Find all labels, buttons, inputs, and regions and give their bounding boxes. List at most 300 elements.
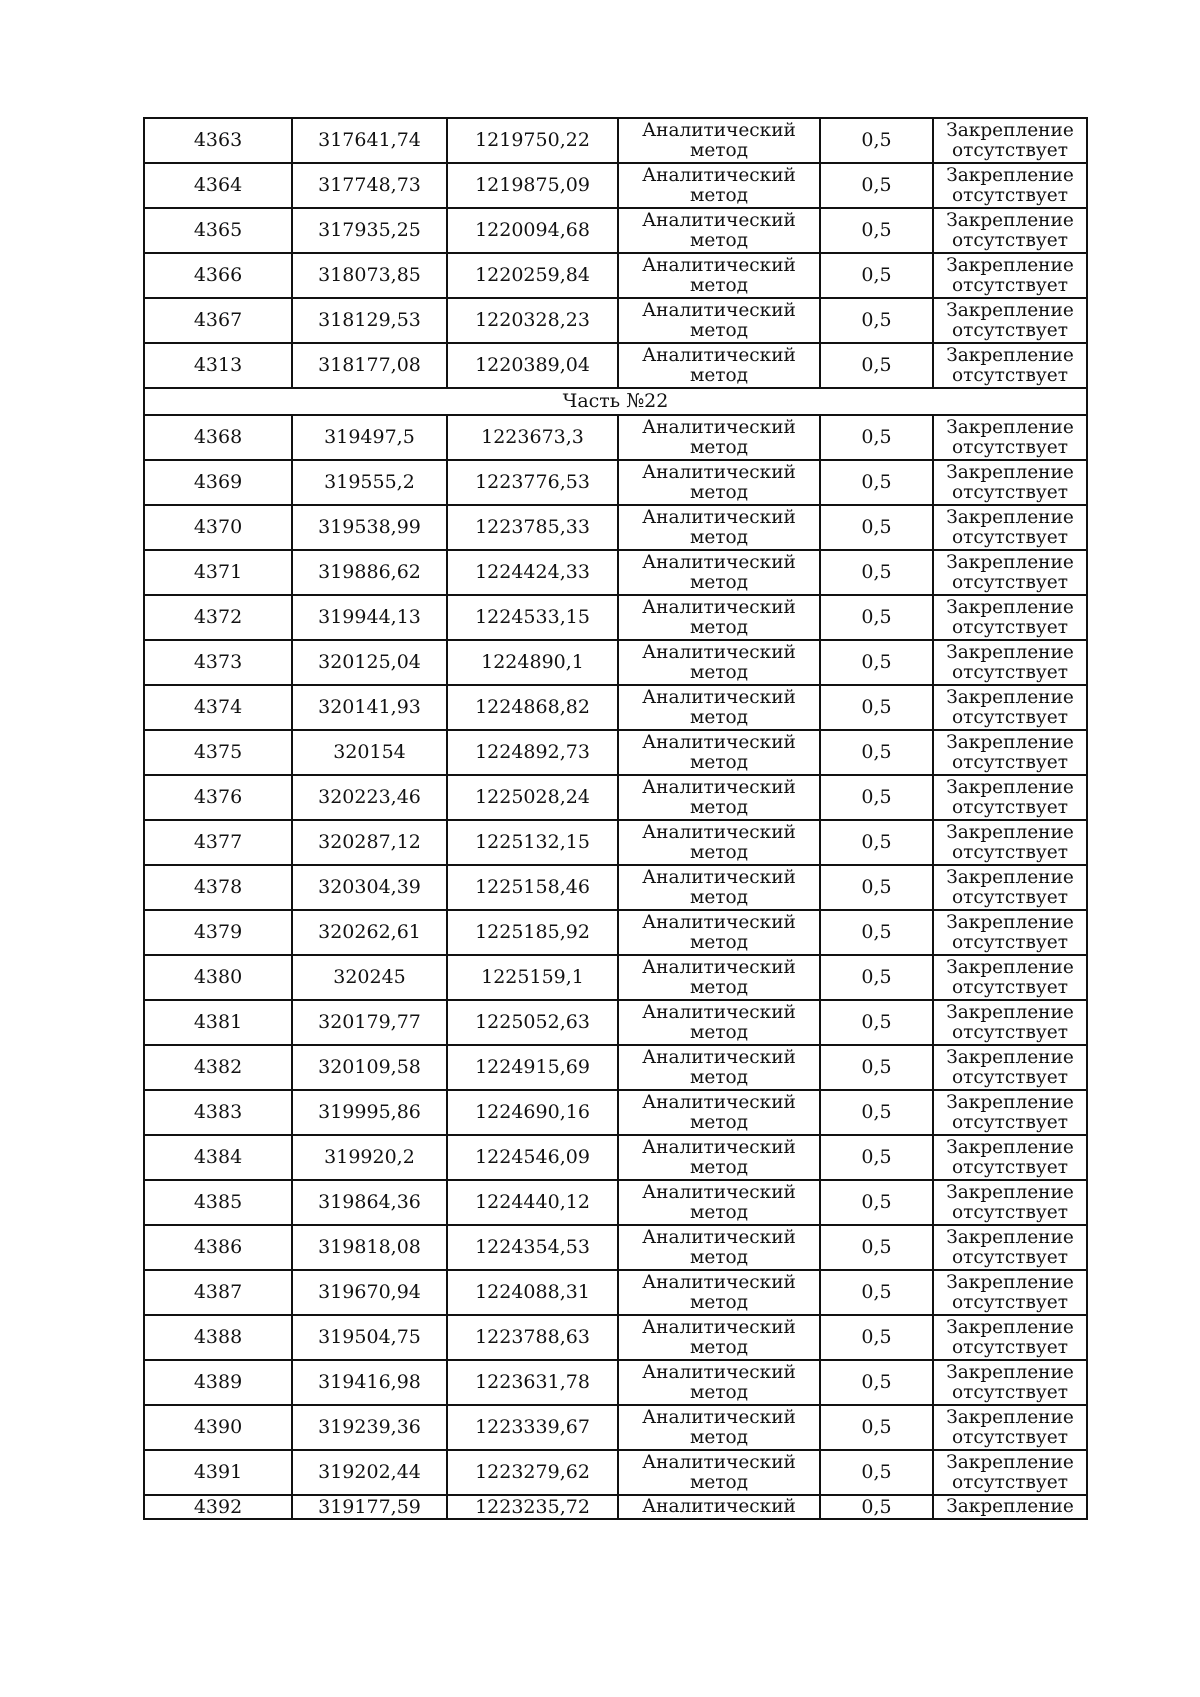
fixing-cell-line: отсутствует bbox=[952, 526, 1068, 548]
table-row bbox=[144, 118, 1087, 163]
y-coordinate-cell: 1224868,82 bbox=[447, 685, 618, 730]
method-cell bbox=[618, 1405, 820, 1450]
fixing-cell bbox=[933, 253, 1087, 298]
fixing-cell-line: Закрепление bbox=[946, 461, 1074, 483]
x-coordinate-cell: 320262,61 bbox=[292, 910, 447, 955]
method-cell-line: метод bbox=[689, 661, 749, 683]
x-coordinate-cell: 317748,73 bbox=[292, 163, 447, 208]
fixing-cell bbox=[933, 343, 1087, 388]
method-cell bbox=[618, 1045, 820, 1090]
fixing-cell-line: отсутствует bbox=[952, 661, 1068, 683]
fixing-cell bbox=[933, 865, 1087, 910]
method-cell bbox=[618, 595, 820, 640]
table-row bbox=[144, 550, 1087, 595]
method-cell-line: Аналитический bbox=[642, 1496, 796, 1517]
fixing-cell-line: Закрепление bbox=[946, 1316, 1074, 1338]
method-cell-line: Аналитический bbox=[642, 164, 796, 186]
method-cell bbox=[618, 955, 820, 1000]
point-number-cell: 4366 bbox=[144, 253, 292, 298]
fixing-cell bbox=[933, 118, 1087, 163]
precision-cell: 0,5 bbox=[820, 550, 933, 595]
method-cell-line: метод bbox=[689, 706, 749, 728]
y-coordinate-cell: 1225159,1 bbox=[447, 955, 618, 1000]
y-coordinate-cell: 1224440,12 bbox=[447, 1180, 618, 1225]
fixing-cell-line: Закрепление bbox=[946, 254, 1074, 276]
fixing-cell bbox=[933, 640, 1087, 685]
fixing-cell-line: отсутствует bbox=[952, 706, 1068, 728]
y-coordinate-cell: 1225185,92 bbox=[447, 910, 618, 955]
precision-cell: 0,5 bbox=[820, 820, 933, 865]
method-cell bbox=[618, 118, 820, 163]
x-coordinate-cell: 319818,08 bbox=[292, 1225, 447, 1270]
x-coordinate-cell: 319944,13 bbox=[292, 595, 447, 640]
method-cell-line: метод bbox=[689, 1426, 749, 1448]
fixing-cell-line: Закрепление bbox=[946, 164, 1074, 186]
point-number-cell: 4368 bbox=[144, 415, 292, 460]
fixing-cell-line: Закрепление bbox=[946, 1226, 1074, 1248]
method-cell-line: Аналитический bbox=[642, 1451, 796, 1473]
y-coordinate-cell: 1219750,22 bbox=[447, 118, 618, 163]
fixing-cell-line: Закрепление bbox=[946, 1406, 1074, 1428]
y-coordinate-cell: 1223339,67 bbox=[447, 1405, 618, 1450]
table-row bbox=[144, 1495, 1087, 1519]
point-number-cell: 4369 bbox=[144, 460, 292, 505]
precision-cell: 0,5 bbox=[820, 1000, 933, 1045]
table-row bbox=[144, 253, 1087, 298]
fixing-cell bbox=[933, 1135, 1087, 1180]
fixing-cell-line: отсутствует bbox=[952, 886, 1068, 908]
fixing-cell bbox=[933, 820, 1087, 865]
method-cell-line: метод bbox=[689, 1201, 749, 1223]
table-row bbox=[144, 1225, 1087, 1270]
x-coordinate-cell: 319886,62 bbox=[292, 550, 447, 595]
point-number-cell: 4367 bbox=[144, 298, 292, 343]
table-row bbox=[144, 298, 1087, 343]
x-coordinate-cell: 319504,75 bbox=[292, 1315, 447, 1360]
method-cell-line: метод bbox=[689, 796, 749, 818]
fixing-cell-line: отсутствует bbox=[952, 1021, 1068, 1043]
precision-cell: 0,5 bbox=[820, 298, 933, 343]
fixing-cell-line: отсутствует bbox=[952, 571, 1068, 593]
method-cell-line: метод bbox=[689, 931, 749, 953]
method-cell bbox=[618, 1315, 820, 1360]
method-cell bbox=[618, 1450, 820, 1495]
y-coordinate-cell: 1223279,62 bbox=[447, 1450, 618, 1495]
coordinates-table bbox=[143, 117, 1088, 1520]
fixing-cell bbox=[933, 595, 1087, 640]
fixing-cell-line: отсутствует bbox=[952, 229, 1068, 251]
method-cell-line: метод bbox=[689, 1066, 749, 1088]
fixing-cell bbox=[933, 775, 1087, 820]
y-coordinate-cell: 1223673,3 bbox=[447, 415, 618, 460]
x-coordinate-cell: 317641,74 bbox=[292, 118, 447, 163]
point-number-cell: 4364 bbox=[144, 163, 292, 208]
precision-cell: 0,5 bbox=[820, 1360, 933, 1405]
y-coordinate-cell: 1223788,63 bbox=[447, 1315, 618, 1360]
fixing-cell bbox=[933, 1180, 1087, 1225]
point-number-cell: 4374 bbox=[144, 685, 292, 730]
table-row bbox=[144, 865, 1087, 910]
y-coordinate-cell: 1220389,04 bbox=[447, 343, 618, 388]
y-coordinate-cell: 1223785,33 bbox=[447, 505, 618, 550]
fixing-cell bbox=[933, 1495, 1087, 1519]
fixing-cell-line: Закрепление bbox=[946, 299, 1074, 321]
coordinates-table-body bbox=[144, 118, 1087, 1519]
x-coordinate-cell: 318073,85 bbox=[292, 253, 447, 298]
fixing-cell-line: Закрепление bbox=[946, 416, 1074, 438]
method-cell-line: метод bbox=[689, 1336, 749, 1358]
fixing-cell-line: Закрепление bbox=[946, 911, 1074, 933]
fixing-cell bbox=[933, 415, 1087, 460]
fixing-cell-line: отсутствует bbox=[952, 139, 1068, 161]
fixing-cell-line: Закрепление bbox=[946, 731, 1074, 753]
x-coordinate-cell: 320223,46 bbox=[292, 775, 447, 820]
method-cell-line: метод bbox=[689, 481, 749, 503]
fixing-cell-line: Закрепление bbox=[946, 344, 1074, 366]
y-coordinate-cell: 1220259,84 bbox=[447, 253, 618, 298]
method-cell-line: Аналитический bbox=[642, 1136, 796, 1158]
y-coordinate-cell: 1224890,1 bbox=[447, 640, 618, 685]
table-row bbox=[144, 1045, 1087, 1090]
point-number-cell: 4371 bbox=[144, 550, 292, 595]
fixing-cell-line: Закрепление bbox=[946, 1361, 1074, 1383]
method-cell-line: метод bbox=[689, 571, 749, 593]
method-cell bbox=[618, 1270, 820, 1315]
table-row bbox=[144, 1270, 1087, 1315]
x-coordinate-cell: 320287,12 bbox=[292, 820, 447, 865]
section-header: Часть №22 bbox=[144, 388, 1087, 415]
fixing-cell bbox=[933, 208, 1087, 253]
y-coordinate-cell: 1225158,46 bbox=[447, 865, 618, 910]
method-cell-line: метод bbox=[689, 616, 749, 638]
fixing-cell-line: отсутствует bbox=[952, 436, 1068, 458]
precision-cell: 0,5 bbox=[820, 1315, 933, 1360]
table-row bbox=[144, 595, 1087, 640]
method-cell-line: метод bbox=[689, 184, 749, 206]
precision-cell: 0,5 bbox=[820, 910, 933, 955]
fixing-cell-line: отсутствует bbox=[952, 1201, 1068, 1223]
y-coordinate-cell: 1219875,09 bbox=[447, 163, 618, 208]
method-cell bbox=[618, 253, 820, 298]
x-coordinate-cell: 319202,44 bbox=[292, 1450, 447, 1495]
y-coordinate-cell: 1223776,53 bbox=[447, 460, 618, 505]
y-coordinate-cell: 1224354,53 bbox=[447, 1225, 618, 1270]
y-coordinate-cell: 1224088,31 bbox=[447, 1270, 618, 1315]
x-coordinate-cell: 319497,5 bbox=[292, 415, 447, 460]
fixing-cell-line: отсутствует bbox=[952, 481, 1068, 503]
x-coordinate-cell: 319538,99 bbox=[292, 505, 447, 550]
table-row bbox=[144, 775, 1087, 820]
y-coordinate-cell: 1220328,23 bbox=[447, 298, 618, 343]
fixing-cell-line: Закрепление bbox=[946, 119, 1074, 141]
fixing-cell bbox=[933, 298, 1087, 343]
fixing-cell-line: отсутствует bbox=[952, 319, 1068, 341]
point-number-cell: 4372 bbox=[144, 595, 292, 640]
method-cell-line: Аналитический bbox=[642, 209, 796, 231]
y-coordinate-cell: 1225052,63 bbox=[447, 1000, 618, 1045]
point-number-cell: 4384 bbox=[144, 1135, 292, 1180]
point-number-cell: 4386 bbox=[144, 1225, 292, 1270]
method-cell-line: метод bbox=[689, 1156, 749, 1178]
point-number-cell: 4313 bbox=[144, 343, 292, 388]
method-cell bbox=[618, 910, 820, 955]
precision-cell: 0,5 bbox=[820, 1270, 933, 1315]
method-cell-line: метод bbox=[689, 1291, 749, 1313]
method-cell bbox=[618, 1090, 820, 1135]
fixing-cell-line: отсутствует bbox=[952, 1246, 1068, 1268]
x-coordinate-cell: 319239,36 bbox=[292, 1405, 447, 1450]
precision-cell: 0,5 bbox=[820, 865, 933, 910]
table-row bbox=[144, 1135, 1087, 1180]
y-coordinate-cell: 1224546,09 bbox=[447, 1135, 618, 1180]
point-number-cell: 4381 bbox=[144, 1000, 292, 1045]
method-cell bbox=[618, 1225, 820, 1270]
method-cell-line: Аналитический bbox=[642, 1316, 796, 1338]
point-number-cell: 4379 bbox=[144, 910, 292, 955]
method-cell-line: Аналитический bbox=[642, 506, 796, 528]
method-cell-line: метод bbox=[689, 1246, 749, 1268]
fixing-cell-line: отсутствует bbox=[952, 1426, 1068, 1448]
point-number-cell: 4375 bbox=[144, 730, 292, 775]
fixing-cell-line: Закрепление bbox=[946, 866, 1074, 888]
point-number-cell: 4390 bbox=[144, 1405, 292, 1450]
method-cell-line: метод bbox=[689, 274, 749, 296]
method-cell-line: Аналитический bbox=[642, 416, 796, 438]
fixing-cell bbox=[933, 910, 1087, 955]
precision-cell: 0,5 bbox=[820, 685, 933, 730]
fixing-cell-line: отсутствует bbox=[952, 796, 1068, 818]
precision-cell: 0,5 bbox=[820, 118, 933, 163]
fixing-cell bbox=[933, 1090, 1087, 1135]
method-cell bbox=[618, 1495, 820, 1519]
x-coordinate-cell: 320154 bbox=[292, 730, 447, 775]
precision-cell: 0,5 bbox=[820, 1045, 933, 1090]
precision-cell: 0,5 bbox=[820, 730, 933, 775]
x-coordinate-cell: 320141,93 bbox=[292, 685, 447, 730]
method-cell bbox=[618, 730, 820, 775]
table-row bbox=[144, 955, 1087, 1000]
precision-cell: 0,5 bbox=[820, 163, 933, 208]
x-coordinate-cell: 318129,53 bbox=[292, 298, 447, 343]
fixing-cell bbox=[933, 685, 1087, 730]
fixing-cell-line: отсутствует bbox=[952, 364, 1068, 386]
method-cell bbox=[618, 460, 820, 505]
x-coordinate-cell: 320245 bbox=[292, 955, 447, 1000]
precision-cell: 0,5 bbox=[820, 253, 933, 298]
point-number-cell: 4382 bbox=[144, 1045, 292, 1090]
table-row bbox=[144, 1405, 1087, 1450]
fixing-cell bbox=[933, 460, 1087, 505]
point-number-cell: 4378 bbox=[144, 865, 292, 910]
method-cell-line: Аналитический bbox=[642, 1181, 796, 1203]
table-row bbox=[144, 1180, 1087, 1225]
method-cell bbox=[618, 865, 820, 910]
precision-cell: 0,5 bbox=[820, 343, 933, 388]
method-cell-line: Аналитический bbox=[642, 119, 796, 141]
precision-cell: 0,5 bbox=[820, 208, 933, 253]
fixing-cell-line: Закрепление bbox=[946, 209, 1074, 231]
y-coordinate-cell: 1225132,15 bbox=[447, 820, 618, 865]
table-row bbox=[144, 460, 1087, 505]
precision-cell: 0,5 bbox=[820, 1135, 933, 1180]
method-cell-line: Аналитический bbox=[642, 1271, 796, 1293]
precision-cell: 0,5 bbox=[820, 415, 933, 460]
table-row bbox=[144, 640, 1087, 685]
fixing-cell-line: отсутствует bbox=[952, 841, 1068, 863]
x-coordinate-cell: 319864,36 bbox=[292, 1180, 447, 1225]
fixing-cell bbox=[933, 955, 1087, 1000]
table-row bbox=[144, 1000, 1087, 1045]
fixing-cell-line: Закрепление bbox=[946, 551, 1074, 573]
method-cell-line: Аналитический bbox=[642, 1091, 796, 1113]
fixing-cell bbox=[933, 1270, 1087, 1315]
precision-cell: 0,5 bbox=[820, 1180, 933, 1225]
table-row bbox=[144, 1360, 1087, 1405]
precision-cell: 0,5 bbox=[820, 1405, 933, 1450]
x-coordinate-cell: 320109,58 bbox=[292, 1045, 447, 1090]
point-number-cell: 4391 bbox=[144, 1450, 292, 1495]
fixing-cell-line: Закрепление bbox=[946, 1001, 1074, 1023]
table-row bbox=[144, 415, 1087, 460]
fixing-cell-line: отсутствует bbox=[952, 184, 1068, 206]
fixing-cell-line: отсутствует bbox=[952, 1156, 1068, 1178]
fixing-cell bbox=[933, 1045, 1087, 1090]
method-cell-line: метод bbox=[689, 526, 749, 548]
method-cell-line: Аналитический bbox=[642, 641, 796, 663]
point-number-cell: 4383 bbox=[144, 1090, 292, 1135]
method-cell-line: метод bbox=[689, 751, 749, 773]
fixing-cell-line: Закрепление bbox=[946, 821, 1074, 843]
x-coordinate-cell: 319555,2 bbox=[292, 460, 447, 505]
fixing-cell bbox=[933, 1405, 1087, 1450]
fixing-cell-line: отсутствует bbox=[952, 931, 1068, 953]
y-coordinate-cell: 1220094,68 bbox=[447, 208, 618, 253]
fixing-cell bbox=[933, 550, 1087, 595]
fixing-cell-line: Закрепление bbox=[946, 1181, 1074, 1203]
method-cell bbox=[618, 820, 820, 865]
fixing-cell-line: Закрепление bbox=[946, 1496, 1074, 1517]
point-number-cell: 4370 bbox=[144, 505, 292, 550]
fixing-cell-line: Закрепление bbox=[946, 641, 1074, 663]
method-cell-line: метод bbox=[689, 1381, 749, 1403]
point-number-cell: 4377 bbox=[144, 820, 292, 865]
precision-cell: 0,5 bbox=[820, 1450, 933, 1495]
table-row bbox=[144, 730, 1087, 775]
method-cell-line: метод bbox=[689, 1111, 749, 1133]
method-cell-line: метод bbox=[689, 436, 749, 458]
x-coordinate-cell: 320304,39 bbox=[292, 865, 447, 910]
table-row bbox=[144, 1450, 1087, 1495]
table-row bbox=[144, 505, 1087, 550]
fixing-cell-line: Закрепление bbox=[946, 1136, 1074, 1158]
point-number-cell: 4392 bbox=[144, 1495, 292, 1519]
precision-cell: 0,5 bbox=[820, 460, 933, 505]
fixing-cell bbox=[933, 163, 1087, 208]
table-row bbox=[144, 1315, 1087, 1360]
fixing-cell-line: Закрепление bbox=[946, 1451, 1074, 1473]
y-coordinate-cell: 1224915,69 bbox=[447, 1045, 618, 1090]
method-cell-line: метод bbox=[689, 886, 749, 908]
method-cell bbox=[618, 505, 820, 550]
precision-cell: 0,5 bbox=[820, 955, 933, 1000]
method-cell-line: метод bbox=[689, 364, 749, 386]
table-row bbox=[144, 910, 1087, 955]
method-cell-line: Аналитический bbox=[642, 956, 796, 978]
point-number-cell: 4376 bbox=[144, 775, 292, 820]
precision-cell: 0,5 bbox=[820, 1090, 933, 1135]
method-cell-line: метод bbox=[689, 229, 749, 251]
fixing-cell-line: отсутствует bbox=[952, 1291, 1068, 1313]
fixing-cell-line: отсутствует bbox=[952, 1066, 1068, 1088]
x-coordinate-cell: 318177,08 bbox=[292, 343, 447, 388]
method-cell bbox=[618, 208, 820, 253]
x-coordinate-cell: 320179,77 bbox=[292, 1000, 447, 1045]
table-row bbox=[144, 1090, 1087, 1135]
method-cell-line: Аналитический bbox=[642, 776, 796, 798]
x-coordinate-cell: 317935,25 bbox=[292, 208, 447, 253]
method-cell-line: метод bbox=[689, 841, 749, 863]
y-coordinate-cell: 1224892,73 bbox=[447, 730, 618, 775]
method-cell-line: Аналитический bbox=[642, 551, 796, 573]
method-cell-line: метод bbox=[689, 319, 749, 341]
fixing-cell-line: отсутствует bbox=[952, 1111, 1068, 1133]
method-cell bbox=[618, 343, 820, 388]
fixing-cell-line: Закрепление bbox=[946, 686, 1074, 708]
method-cell-line: Аналитический bbox=[642, 596, 796, 618]
precision-cell: 0,5 bbox=[820, 505, 933, 550]
fixing-cell-line: отсутствует bbox=[952, 616, 1068, 638]
x-coordinate-cell: 319416,98 bbox=[292, 1360, 447, 1405]
method-cell-line: Аналитический bbox=[642, 1046, 796, 1068]
section-header-row bbox=[144, 388, 1087, 415]
method-cell-line: Аналитический bbox=[642, 911, 796, 933]
fixing-cell-line: Закрепление bbox=[946, 1271, 1074, 1293]
y-coordinate-cell: 1224690,16 bbox=[447, 1090, 618, 1135]
precision-cell: 0,5 bbox=[820, 775, 933, 820]
method-cell-line: Аналитический bbox=[642, 1361, 796, 1383]
precision-cell: 0,5 bbox=[820, 1225, 933, 1270]
method-cell-line: Аналитический bbox=[642, 254, 796, 276]
x-coordinate-cell: 319920,2 bbox=[292, 1135, 447, 1180]
fixing-cell bbox=[933, 1225, 1087, 1270]
point-number-cell: 4365 bbox=[144, 208, 292, 253]
y-coordinate-cell: 1223235,72 bbox=[447, 1495, 618, 1519]
point-number-cell: 4380 bbox=[144, 955, 292, 1000]
y-coordinate-cell: 1223631,78 bbox=[447, 1360, 618, 1405]
method-cell-line: Аналитический bbox=[642, 344, 796, 366]
table-row bbox=[144, 343, 1087, 388]
precision-cell: 0,5 bbox=[820, 640, 933, 685]
fixing-cell bbox=[933, 730, 1087, 775]
method-cell-line: метод bbox=[689, 976, 749, 998]
fixing-cell-line: Закрепление bbox=[946, 596, 1074, 618]
fixing-cell-line: отсутствует bbox=[952, 1336, 1068, 1358]
method-cell-line: Аналитический bbox=[642, 299, 796, 321]
method-cell-line: Аналитический bbox=[642, 1001, 796, 1023]
fixing-cell bbox=[933, 1000, 1087, 1045]
method-cell bbox=[618, 550, 820, 595]
y-coordinate-cell: 1224533,15 bbox=[447, 595, 618, 640]
fixing-cell-line: отсутствует bbox=[952, 751, 1068, 773]
x-coordinate-cell: 320125,04 bbox=[292, 640, 447, 685]
method-cell bbox=[618, 1360, 820, 1405]
point-number-cell: 4389 bbox=[144, 1360, 292, 1405]
method-cell-line: Аналитический bbox=[642, 461, 796, 483]
method-cell-line: Аналитический bbox=[642, 731, 796, 753]
point-number-cell: 4373 bbox=[144, 640, 292, 685]
table-row bbox=[144, 685, 1087, 730]
method-cell bbox=[618, 1180, 820, 1225]
